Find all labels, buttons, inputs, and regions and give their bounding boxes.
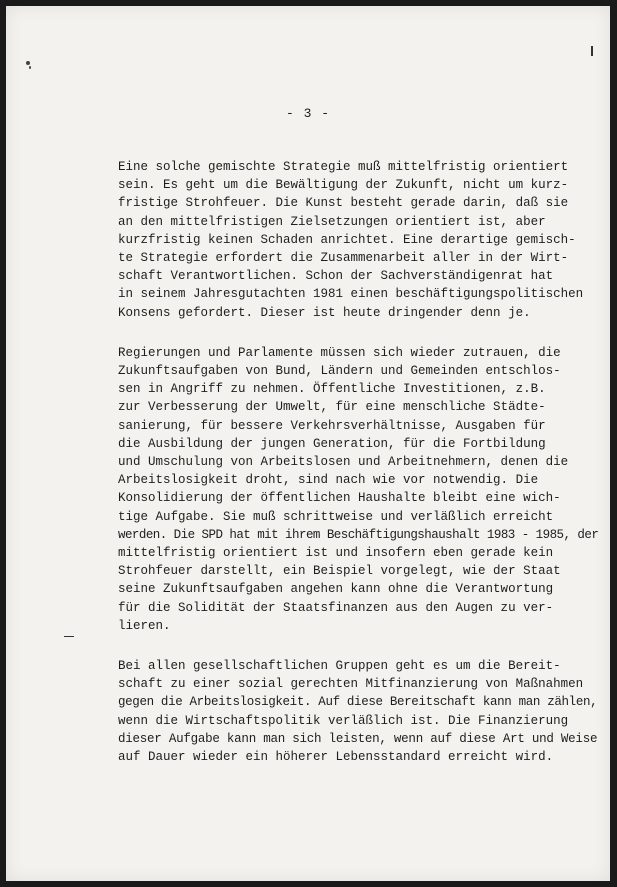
text-line: Konsens gefordert. Dieser ist heute dringender denn je. — [118, 305, 531, 320]
text-line: Regierungen und Parlamente müssen sich wieder zutrauen, die — [118, 345, 561, 360]
text-line: wenn die Wirtschaftspolitik verläßlich ist. Die Finanzierung — [118, 713, 569, 728]
text-line: Arbeitslosigkeit droht, sind nach wie vor notwendig. Die — [118, 473, 539, 488]
text-line: fristige Strohfeuer. Die Kunst besteht gerade darin, daß sie — [118, 196, 569, 211]
text-line: werden. Die SPD hat mit ihrem Beschäftigungshaushalt 1983 - 1985, der — [118, 527, 599, 542]
text-line: kurzfristig keinen Schaden anrichtet. Eine derartige gemisch- — [118, 232, 576, 247]
text-line: zur Verbesserung der Umwelt, für eine menschliche Städte- — [118, 400, 546, 415]
scan-edge-mark — [64, 636, 74, 637]
text-line: sanierung, für bessere Verkehrsverhältnisse, Ausgaben für — [118, 418, 546, 433]
text-line: in seinem Jahresgutachten 1981 einen beschäftigungspolitischen — [118, 287, 584, 302]
scan-speck — [29, 66, 31, 69]
document-body — [118, 158, 599, 788]
text-line: mittelfristig orientiert ist und insofern eben gerade kein — [118, 546, 554, 561]
text-line: für die Solidität der Staatsfinanzen aus den Augen zu ver- — [118, 600, 554, 615]
text-line: lieren. — [118, 618, 171, 633]
text-line: Konsolidierung der öffentlichen Haushalte bleibt eine wich- — [118, 491, 561, 506]
text-line: schaft Verantwortlichen. Schon der Sachverständigenrat hat — [118, 269, 554, 284]
text-line: Strohfeuer darstellt, ein Beispiel vorgelegt, wie der Staat — [118, 564, 561, 579]
text-line: an den mittelfristigen Zielsetzungen orientiert ist, aber — [118, 214, 546, 229]
paragraph — [118, 657, 596, 766]
paragraph — [118, 344, 599, 635]
paragraph — [118, 158, 596, 322]
document-page — [6, 6, 610, 881]
text-line: gegen die Arbeitslosigkeit. Auf diese Bereitschaft kann man zählen, — [118, 695, 598, 710]
scan-speck — [26, 61, 30, 65]
text-line: te Strategie erfordert die Zusammenarbeit aller in der Wirt- — [118, 251, 569, 266]
text-line: tige Aufgabe. Sie muß schrittweise und verläßlich erreicht — [118, 509, 554, 524]
text-line: Bei allen gesellschaftlichen Gruppen geht es um die Bereit- — [118, 659, 561, 674]
text-line: sen in Angriff zu nehmen. Öffentliche Investitionen, z.B. — [118, 382, 546, 397]
text-line: schaft zu einer sozial gerechten Mitfinanzierung von Maßnahmen — [118, 677, 584, 692]
text-line: Zukunftsaufgaben von Bund, Ländern und Gemeinden entschlos- — [118, 364, 561, 379]
text-line: dieser Aufgabe kann man sich leisten, wenn auf diese Art und Weise — [118, 731, 598, 746]
page-number: - 3 - — [285, 106, 330, 121]
text-line: Eine solche gemischte Strategie muß mittelfristig orientiert — [118, 160, 569, 174]
text-line: sein. Es geht um die Bewältigung der Zukunft, nicht um kurz- — [118, 178, 569, 193]
text-line: seine Zukunftsaufgaben angehen kann ohne die Verantwortung — [118, 582, 554, 597]
text-line: die Ausbildung der jungen Generation, für die Fortbildung — [118, 436, 546, 451]
text-line: und Umschulung von Arbeitslosen und Arbeitnehmern, denen die — [118, 455, 569, 470]
text-line: auf Dauer wieder ein höherer Lebensstandard erreicht wird. — [118, 750, 554, 765]
scan-edge-mark — [591, 46, 593, 56]
